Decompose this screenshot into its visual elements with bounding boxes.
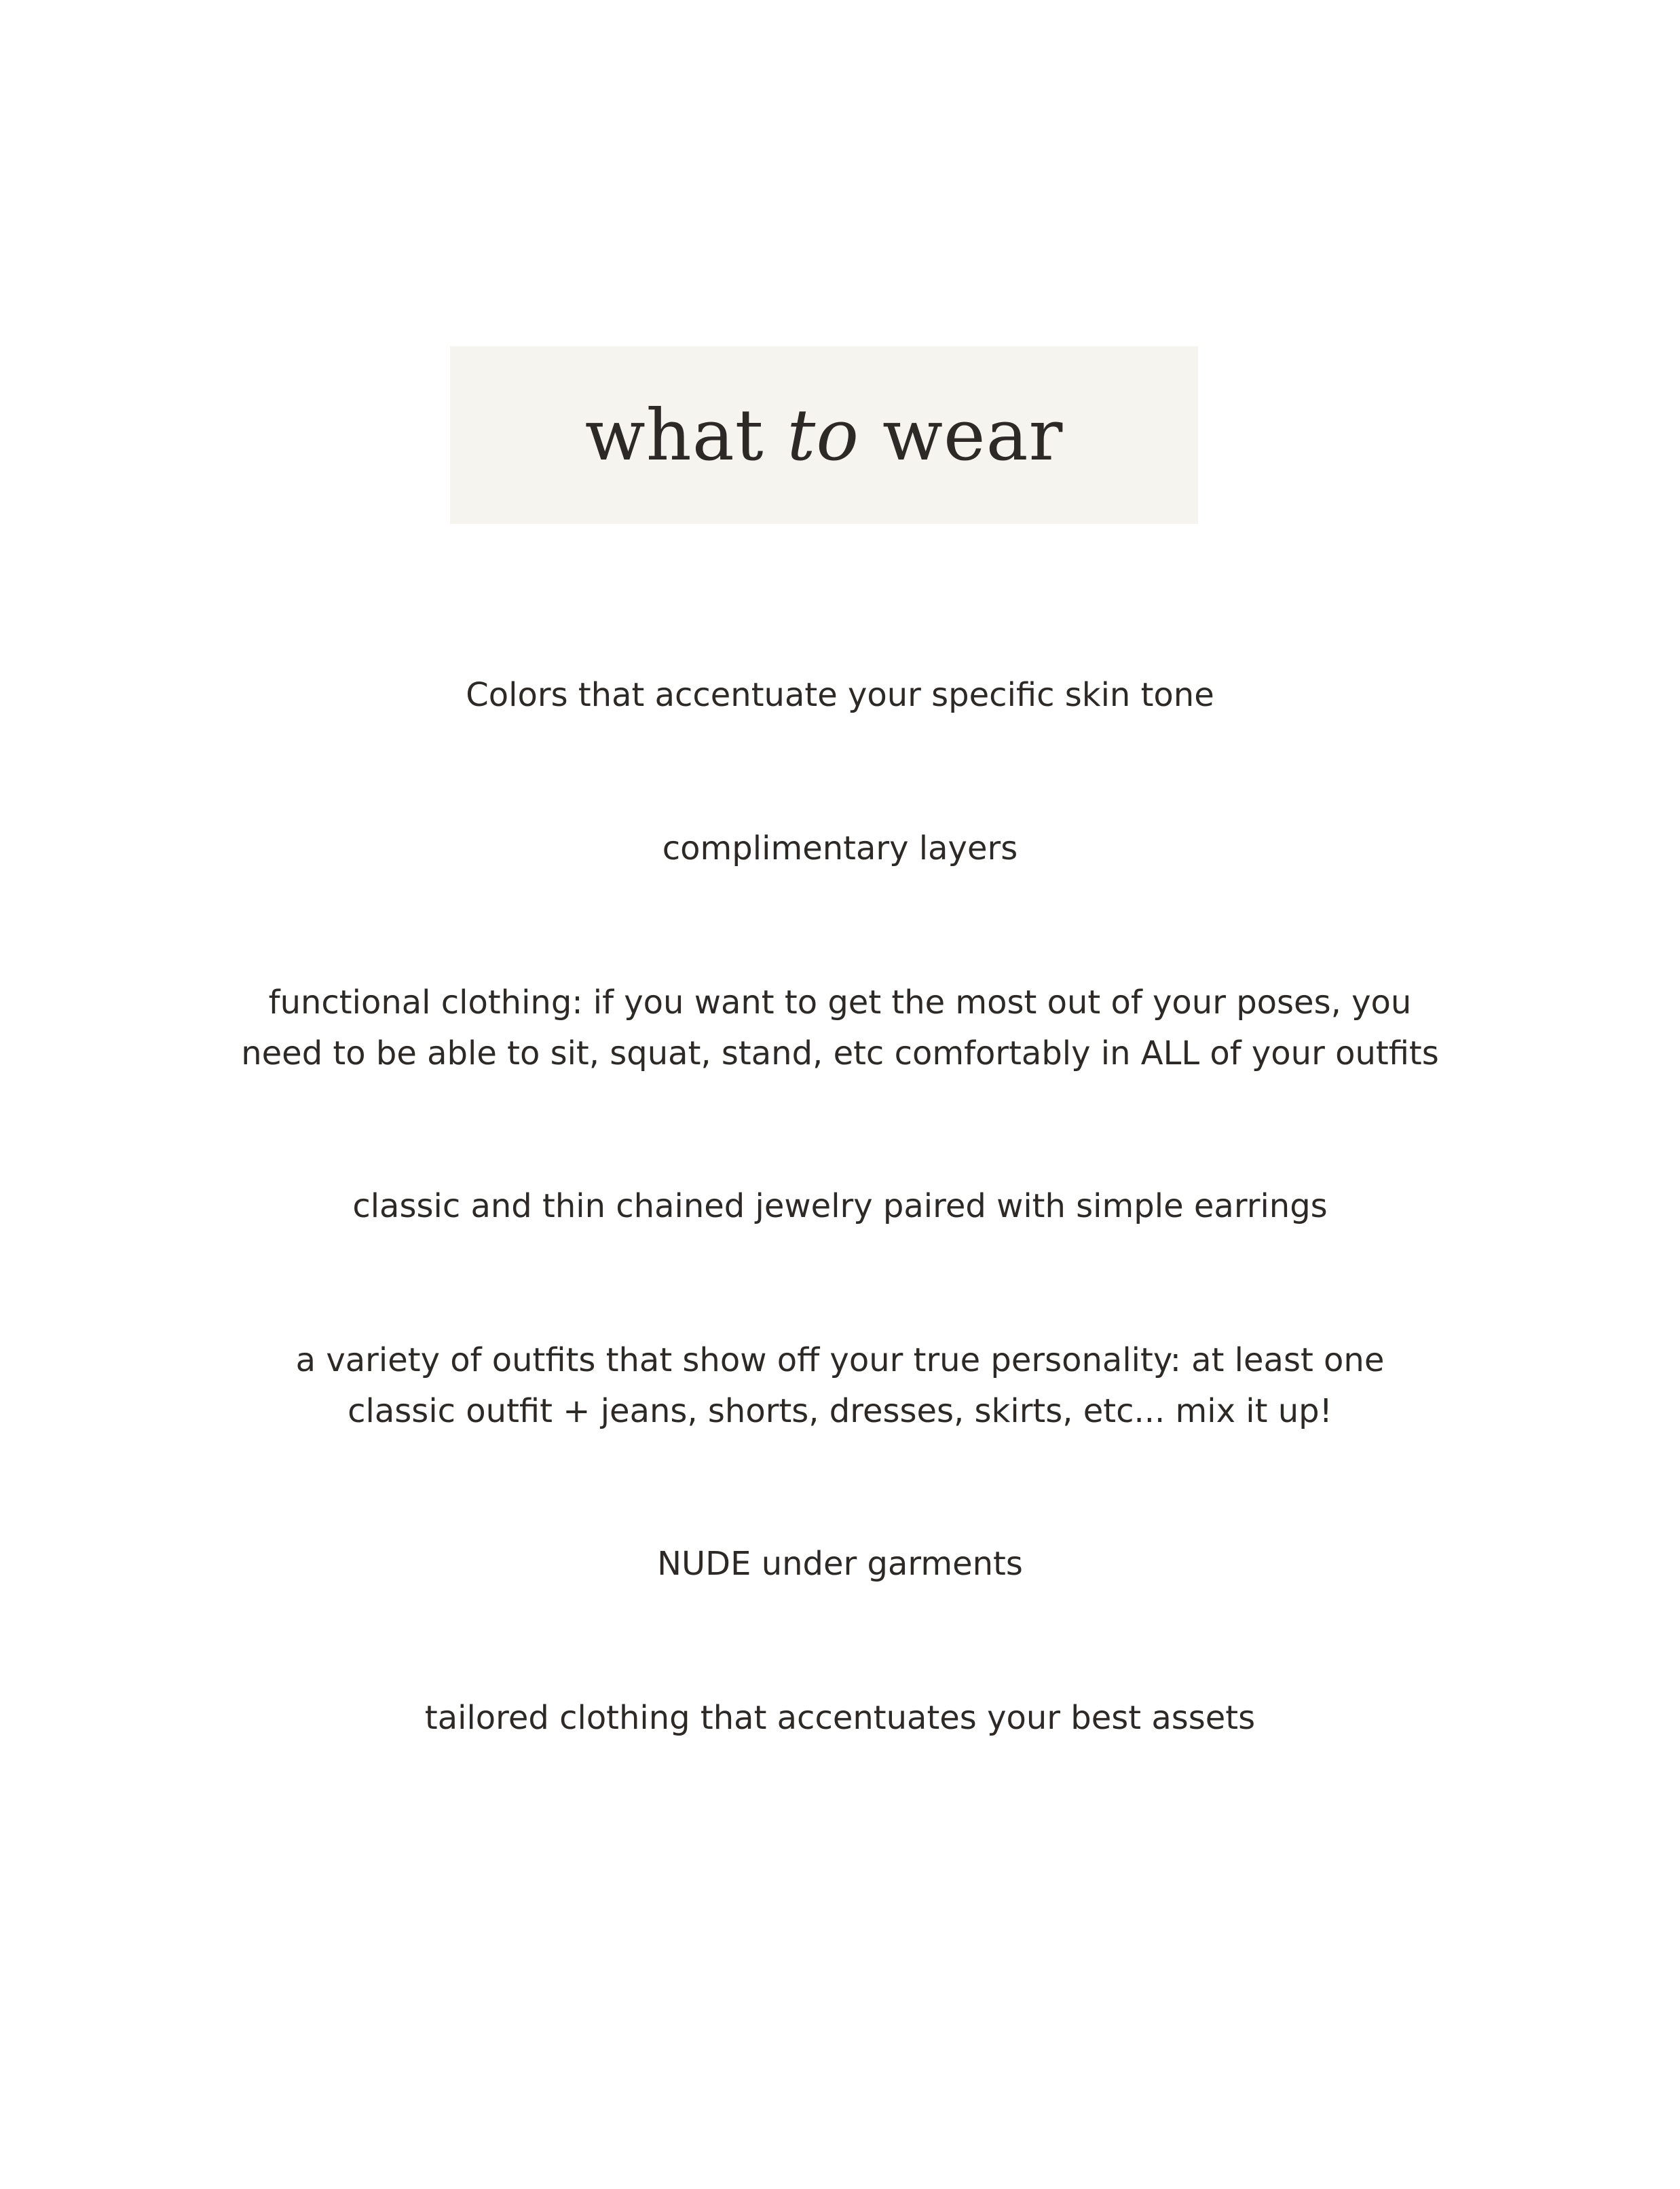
- item-line: a variety of outfits that show off your true personality: at least one: [295, 1341, 1385, 1379]
- list-item-colors: [0, 670, 1680, 721]
- item-line: tailored clothing that accentuates your best assets: [424, 1699, 1256, 1737]
- item-line: NUDE under garments: [657, 1545, 1023, 1583]
- list-item-jewelry: [0, 1181, 1680, 1232]
- item-line: need to be able to sit, squat, stand, etc comfortably in ALL of your outfits: [241, 1034, 1439, 1072]
- list-item-functional-clothing: [0, 977, 1680, 1079]
- title-word-wear: wear: [882, 394, 1064, 476]
- list-item-under-garments: [0, 1539, 1680, 1590]
- item-line: complimentary layers: [662, 829, 1018, 867]
- list-item-layers: [0, 823, 1680, 874]
- item-line: classic and thin chained jewelry paired with simple earrings: [352, 1187, 1328, 1225]
- item-line: classic outfit + jeans, shorts, dresses, skirts, etc... mix it up!: [348, 1392, 1332, 1430]
- page-title: [584, 394, 1064, 476]
- item-line: Colors that accentuate your specific skin tone: [466, 676, 1214, 714]
- list-item-tailored-clothing: [0, 1693, 1680, 1744]
- title-word-to: to: [787, 394, 859, 476]
- title-word-what: what: [584, 394, 764, 476]
- item-line: functional clothing: if you want to get the most out of your poses, you: [268, 984, 1412, 1022]
- title-box: [450, 346, 1198, 524]
- list-item-variety-outfits: [0, 1335, 1680, 1437]
